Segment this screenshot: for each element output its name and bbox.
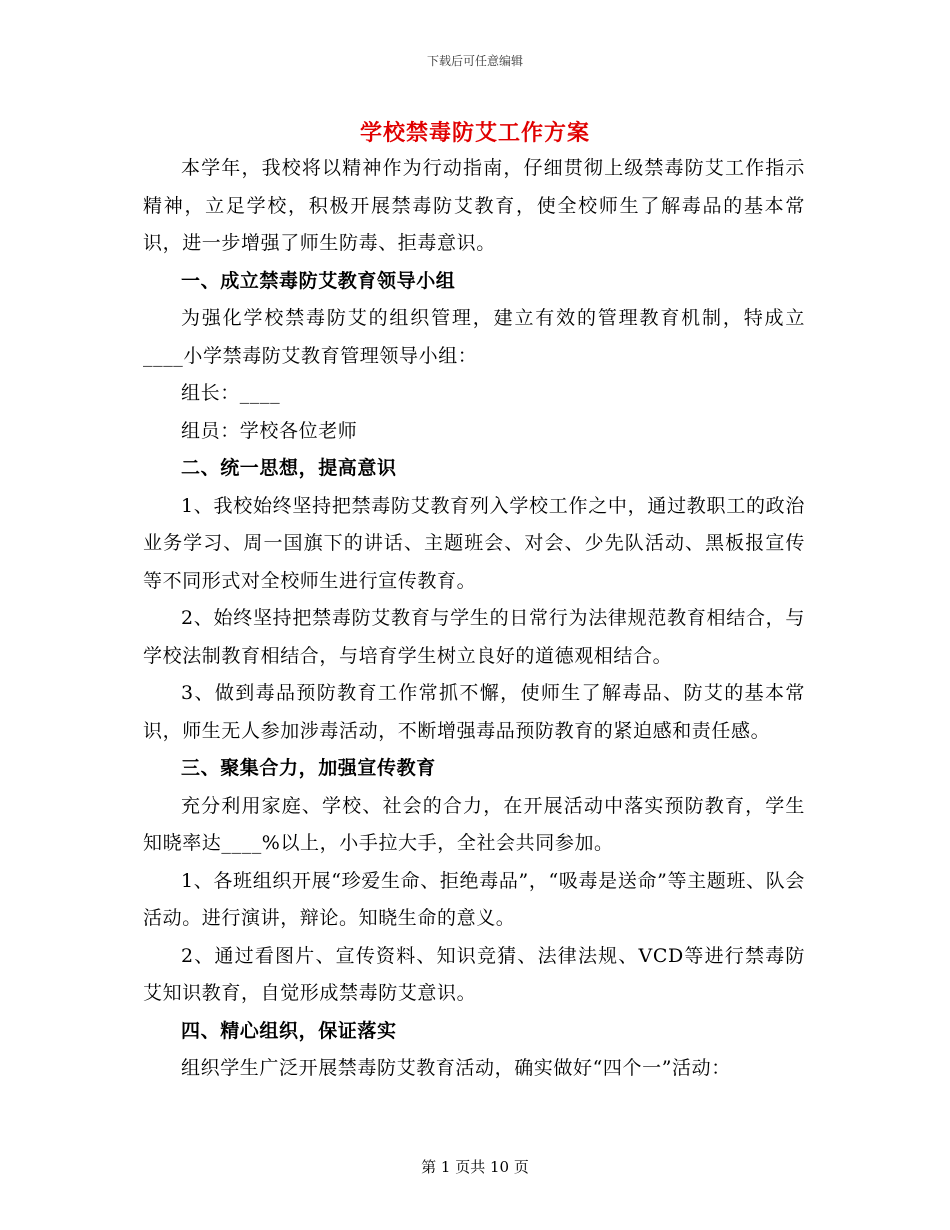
paragraph: 组长：____ xyxy=(181,382,281,404)
paragraph: 2、始终坚持把禁毒防艾教育与学生的日常行为法律规范教育相结合，与学校法制教育相结合，与培育学生树立良好的道德观相结合。 xyxy=(143,607,805,667)
paragraph: 充分利用家庭、学校、社会的合力，在开展活动中落实预防教育，学生知晓率达____%以上，小手拉大手，全社会共同参加。 xyxy=(143,794,805,854)
section-heading: 三、聚集合力，加强宣传教育 xyxy=(181,757,436,779)
paragraph: 3、做到毒品预防教育工作常抓不懈，使师生了解毒品、防艾的基本常识，师生无人参加涉毒活动，不断增强毒品预防教育的紧迫感和责任感。 xyxy=(143,682,805,742)
paragraph: 为强化学校禁毒防艾的组织管理，建立有效的管理教育机制，特成立____小学禁毒防艾教育管理领导小组： xyxy=(143,307,805,367)
page-header: 下载后可任意编辑 xyxy=(426,54,523,68)
document-body xyxy=(143,150,805,1088)
section-heading: 四、精心组织，保证落实 xyxy=(181,1019,397,1042)
paragraph: 2、通过看图片、宣传资料、知识竞猜、法律法规、VCD等进行禁毒防艾知识教育，自觉形成禁毒防艾意识。 xyxy=(143,944,805,1004)
paragraph: 1、各班组织开展“珍爱生命、拒绝毒品”，“吸毒是送命”等主题班、队会活动。进行演讲，辩论。知晓生命的意义。 xyxy=(143,869,805,929)
paragraph: 本学年，我校将以精神作为行动指南，仔细贯彻上级禁毒防艾工作指示精神，立足学校，积极开展禁毒防艾教育，使全校师生了解毒品的基本常识，进一步增强了师生防毒、拒毒意识。 xyxy=(143,157,805,254)
document-title: 学校禁毒防艾工作方案 xyxy=(359,121,590,146)
paragraph: 组织学生广泛开展禁毒防艾教育活动，确实做好“四个一”活动： xyxy=(181,1057,731,1079)
page-footer: 第 1 页共 10 页 xyxy=(421,1158,529,1176)
section-heading: 一、成立禁毒防艾教育领导小组 xyxy=(181,269,456,292)
paragraph: 1、我校始终坚持把禁毒防艾教育列入学校工作之中，通过教职工的政治业务学习、周一国旗下的讲话、主题班会、对会、少先队活动、黑板报宣传等不同形式对全校师生进行宣传教育。 xyxy=(143,494,805,592)
section-heading: 二、统一思想，提高意识 xyxy=(181,457,397,479)
paragraph: 组员：学校各位老师 xyxy=(181,419,358,442)
